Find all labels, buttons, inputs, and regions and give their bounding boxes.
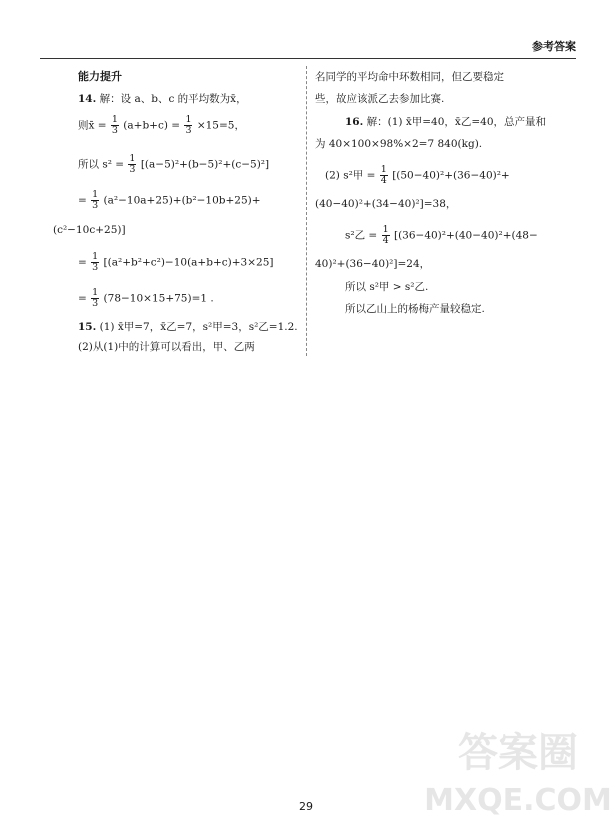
watermark-logo xyxy=(424,718,612,818)
q15-cont2: 些，故应该派乙去参加比赛. xyxy=(315,93,445,105)
q15-cont1: 名同学的平均命中环数相同，但乙要稳定 xyxy=(315,71,504,83)
watermark-text: 答案圈 xyxy=(458,730,578,776)
fraction-1-3 xyxy=(184,115,192,136)
frac-den: 3 xyxy=(185,125,192,136)
q14-line5: (c²−10c+25)] xyxy=(53,224,126,236)
q14-line6-a: = xyxy=(78,256,87,269)
q14-line2-b: (a+b+c) = xyxy=(123,119,181,132)
q14-line2 xyxy=(78,115,245,136)
q16-line6: 40)²+(36−40)²]=24， xyxy=(315,258,431,270)
q16-line4: (40−40)²+(34−40)²]=38， xyxy=(315,198,457,210)
q14-line7 xyxy=(78,288,214,309)
fraction-1-3 xyxy=(91,288,99,309)
q16-line3 xyxy=(325,165,510,186)
q14-line3-a: 所以 s² = xyxy=(78,158,125,171)
q16-line5 xyxy=(345,225,538,246)
q14-line2-a: 则x̄ = xyxy=(78,119,107,132)
q16-line2: 为 40×100×98%×2=7 840(kg). xyxy=(315,138,483,150)
q16-line1-text: 解：(1) x̄甲=40，x̄乙=40，总产量和 xyxy=(366,116,546,128)
fraction-1-3 xyxy=(91,252,99,273)
frac-num: 1 xyxy=(185,114,192,125)
header-rule xyxy=(40,58,576,59)
fraction-1-3 xyxy=(128,154,136,175)
frac-num: 1 xyxy=(92,287,99,298)
section-title: 能力提升 xyxy=(78,70,122,83)
page-header-title: 参考答案 xyxy=(532,40,576,53)
frac-num: 1 xyxy=(92,189,99,200)
q14-line1 xyxy=(78,92,247,106)
fraction-1-4 xyxy=(380,165,388,186)
q14-line4-a: = xyxy=(78,194,87,207)
q14-line4-b: (a²−10a+25)+(b²−10b+25)+ xyxy=(103,194,261,207)
q15-number: 15. xyxy=(78,321,97,333)
q14-line3 xyxy=(78,154,269,175)
frac-den: 3 xyxy=(92,298,99,309)
q15-line1 xyxy=(78,320,298,334)
fraction-1-3 xyxy=(91,190,99,211)
frac-den: 3 xyxy=(92,200,99,211)
q16-line5-b: [(36−40)²+(40−40)²+(48− xyxy=(393,229,538,242)
frac-num: 1 xyxy=(380,164,387,175)
q16-line3-b: [(50−40)²+(36−40)²+ xyxy=(392,169,510,182)
fraction-1-3 xyxy=(111,115,119,136)
frac-den: 3 xyxy=(129,164,136,175)
q15-line2: (2)从(1)中的计算可以看出，甲、乙两 xyxy=(78,341,255,353)
frac-den: 3 xyxy=(92,262,99,273)
q14-line3-b: [(a−5)²+(b−5)²+(c−5)²] xyxy=(140,158,270,171)
frac-den: 3 xyxy=(111,125,118,136)
frac-num: 1 xyxy=(92,251,99,262)
q14-line7-b: (78−10×15+75)=1 . xyxy=(103,292,214,305)
q14-line6-b: [(a²+b²+c²)−10(a+b+c)+3×25] xyxy=(103,256,274,269)
frac-den: 4 xyxy=(380,175,387,186)
watermark-url: MXQE.COM xyxy=(424,783,612,818)
fraction-1-4 xyxy=(382,225,390,246)
frac-num: 1 xyxy=(382,224,389,235)
q14-line2-c: ×15=5， xyxy=(196,119,245,132)
q14-intro: 解：设 a、b、c 的平均数为x̄， xyxy=(99,93,247,105)
q16-line1 xyxy=(345,115,546,129)
q16-line7: 所以 s²甲 > s²乙. xyxy=(345,281,429,293)
q16-line5-a: s²乙 = xyxy=(345,229,378,242)
frac-num: 1 xyxy=(129,153,136,164)
q16-number: 16. xyxy=(345,116,364,128)
page-number: 29 xyxy=(299,800,313,813)
column-divider xyxy=(306,66,307,356)
q16-line3-a: (2) s²甲 = xyxy=(325,169,376,182)
frac-den: 4 xyxy=(382,235,389,246)
q14-line4 xyxy=(78,190,261,211)
q14-line6 xyxy=(78,252,273,273)
q14-line7-a: = xyxy=(78,292,87,305)
q16-line8: 所以乙山上的杨梅产量较稳定. xyxy=(345,303,485,315)
q15-line1-text: (1) x̄甲=7，x̄乙=7，s²甲=3，s²乙=1.2. xyxy=(99,321,298,333)
frac-num: 1 xyxy=(111,114,118,125)
q14-number: 14. xyxy=(78,93,97,105)
